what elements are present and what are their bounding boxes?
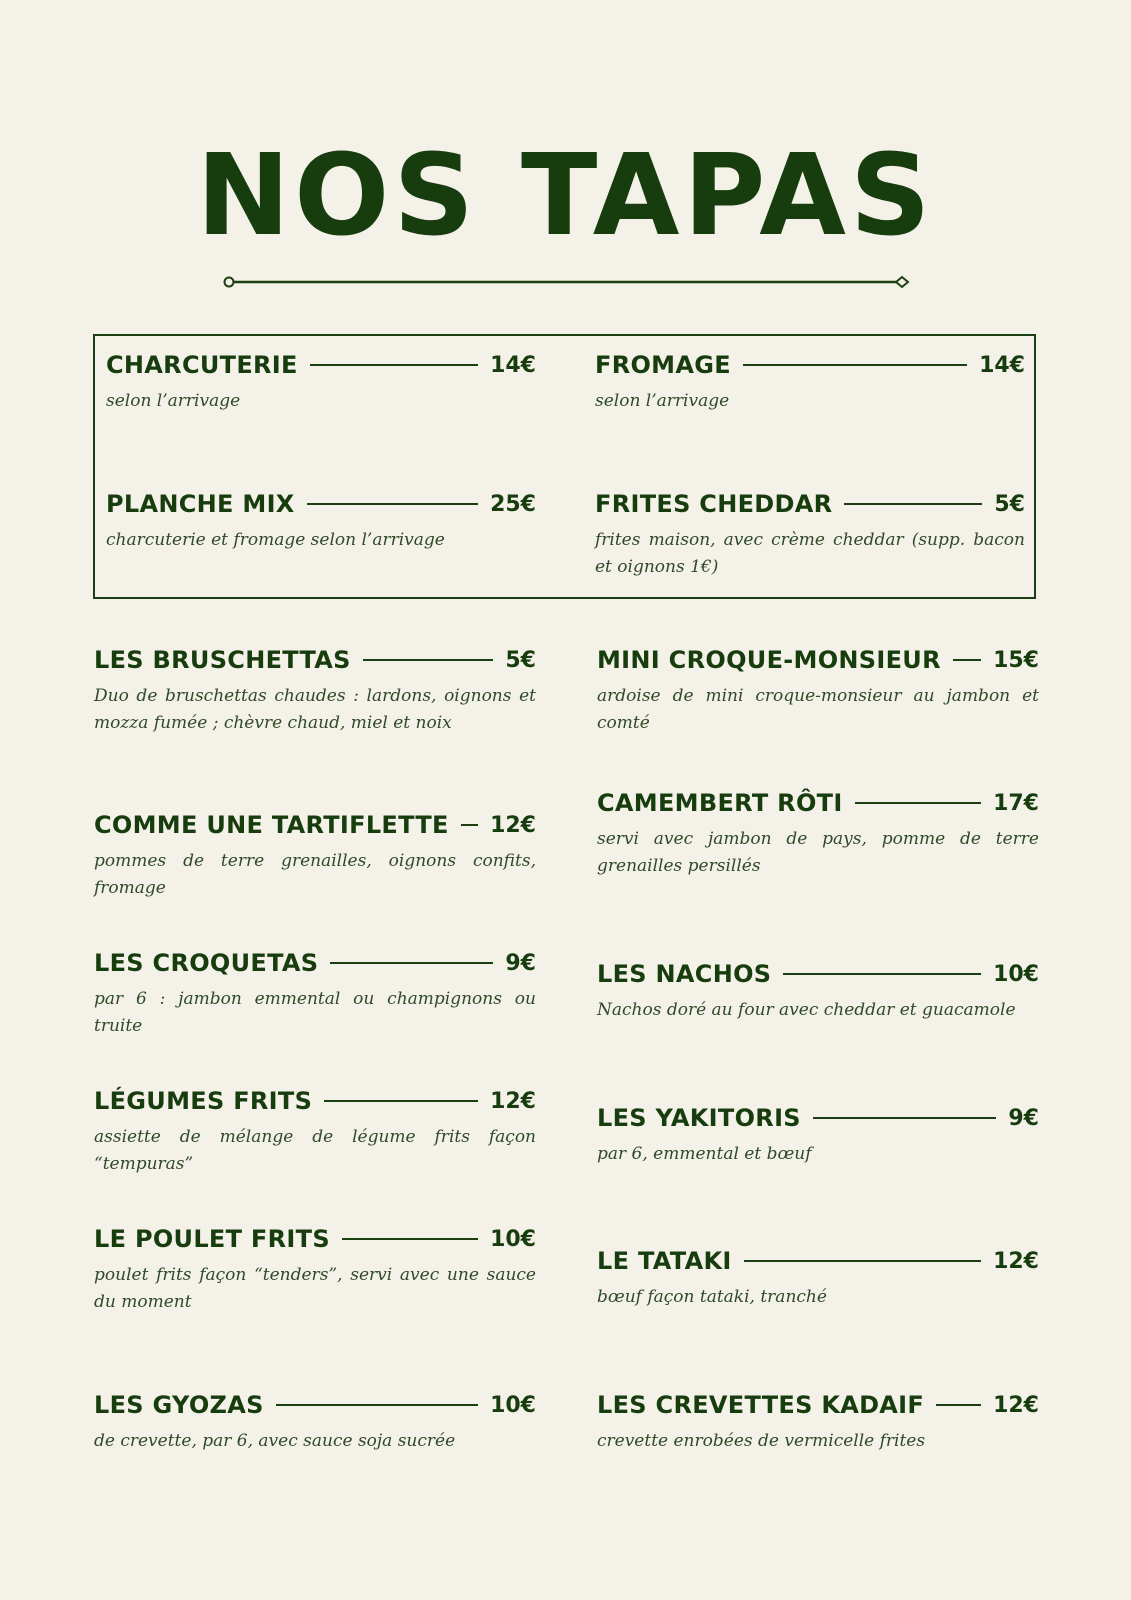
item-price: 10€ [490,1392,536,1418]
item-name: MINI CROQUE-MONSIEUR [597,646,941,674]
item-price: 9€ [505,950,536,976]
item-price: 5€ [505,647,536,673]
menu-item-crevettes-kadaif [597,1388,1039,1455]
item-description: crevette enrobées de vermicelle frites [597,1431,926,1451]
item-description: frites maison, avec crème cheddar (supp. bacon et oignons 1€) [595,530,1025,577]
item-name: LES CREVETTES KADAIF [597,1391,925,1419]
item-leader-line [813,1117,996,1119]
menu-item-legumes-frits [94,1084,536,1178]
title-divider-ornament [222,275,910,289]
item-name: LES GYOZAS [94,1391,264,1419]
menu-item-nachos [597,957,1039,1024]
item-leader-line [461,824,478,826]
item-leader-line [310,364,478,366]
item-description: par 6, emmental et bœuf [597,1144,812,1164]
item-name: LES CROQUETAS [94,949,319,977]
item-price: 9€ [1008,1105,1039,1131]
item-price: 12€ [993,1248,1039,1274]
item-name: COMME UNE TARTIFLETTE [94,811,449,839]
item-price: 12€ [993,1392,1039,1418]
item-name: FROMAGE [595,351,731,379]
item-leader-line [844,503,982,505]
item-price: 12€ [490,1088,536,1114]
item-name: LE TATAKI [597,1247,732,1275]
item-name: CAMEMBERT RÔTI [597,789,843,817]
item-leader-line [743,364,967,366]
menu-item-poulet-frits [94,1222,536,1316]
menu-item-tataki [597,1244,1039,1311]
item-leader-line [324,1100,478,1102]
item-name: LÉGUMES FRITS [94,1087,313,1115]
item-description: selon l’arrivage [595,391,730,411]
item-price: 10€ [490,1226,536,1252]
item-name: LES BRUSCHETTAS [94,646,351,674]
item-name: PLANCHE MIX [106,490,295,518]
item-description: Duo de bruschettas chaudes : lardons, oignons et mozza fumée ; chèvre chaud, miel et noix [94,686,536,733]
item-description: ardoise de mini croque-monsieur au jambon et comté [597,686,1039,733]
item-name: FRITES CHEDDAR [595,490,833,518]
menu-item-frites-cheddar [595,487,1025,581]
item-leader-line [330,962,493,964]
item-leader-line [276,1404,478,1406]
item-description: Nachos doré au four avec cheddar et guacamole [597,1000,1016,1020]
item-leader-line [363,659,494,661]
item-description: poulet frits façon “tenders”, servi avec une sauce du moment [94,1265,536,1312]
menu-item-gyozas [94,1388,536,1455]
item-price: 25€ [490,491,536,517]
item-name: LE POULET FRITS [94,1225,330,1253]
menu-item-tartiflette [94,808,536,902]
item-description: de crevette, par 6, avec sauce soja sucrée [94,1431,456,1451]
item-leader-line [953,659,981,661]
item-description: charcuterie et fromage selon l’arrivage [106,530,445,550]
item-price: 14€ [979,352,1025,378]
item-description: servi avec jambon de pays, pomme de terre grenailles persillés [597,829,1039,876]
item-price: 17€ [993,790,1039,816]
menu-item-camembert-roti [597,786,1039,880]
item-name: CHARCUTERIE [106,351,298,379]
item-price: 10€ [993,961,1039,987]
item-price: 5€ [994,491,1025,517]
menu-item-mini-croque-monsieur [597,643,1039,737]
item-description: pommes de terre grenailles, oignons confits, fromage [94,851,536,898]
item-description: bœuf façon tataki, tranché [597,1287,827,1307]
menu-item-fromage [595,348,1025,415]
item-description: par 6 : jambon emmental ou champignons ou truite [94,989,536,1036]
menu-item-croquetas [94,946,536,1040]
item-description: assiette de mélange de légume frits façon “tempuras” [94,1127,536,1174]
item-leader-line [936,1404,981,1406]
item-leader-line [744,1260,981,1262]
item-price: 12€ [490,812,536,838]
item-leader-line [342,1238,478,1240]
item-price: 14€ [490,352,536,378]
menu-item-planche-mix [106,487,536,554]
item-description: selon l’arrivage [106,391,241,411]
item-price: 15€ [993,647,1039,673]
menu-item-yakitoris [597,1101,1039,1168]
item-leader-line [855,802,982,804]
item-name: LES YAKITORIS [597,1104,801,1132]
page-title: NOS TAPAS [196,131,935,261]
item-name: LES NACHOS [597,960,772,988]
menu-item-bruschettas [94,643,536,737]
menu-item-charcuterie [106,348,536,415]
item-leader-line [783,973,981,975]
item-leader-line [307,503,478,505]
